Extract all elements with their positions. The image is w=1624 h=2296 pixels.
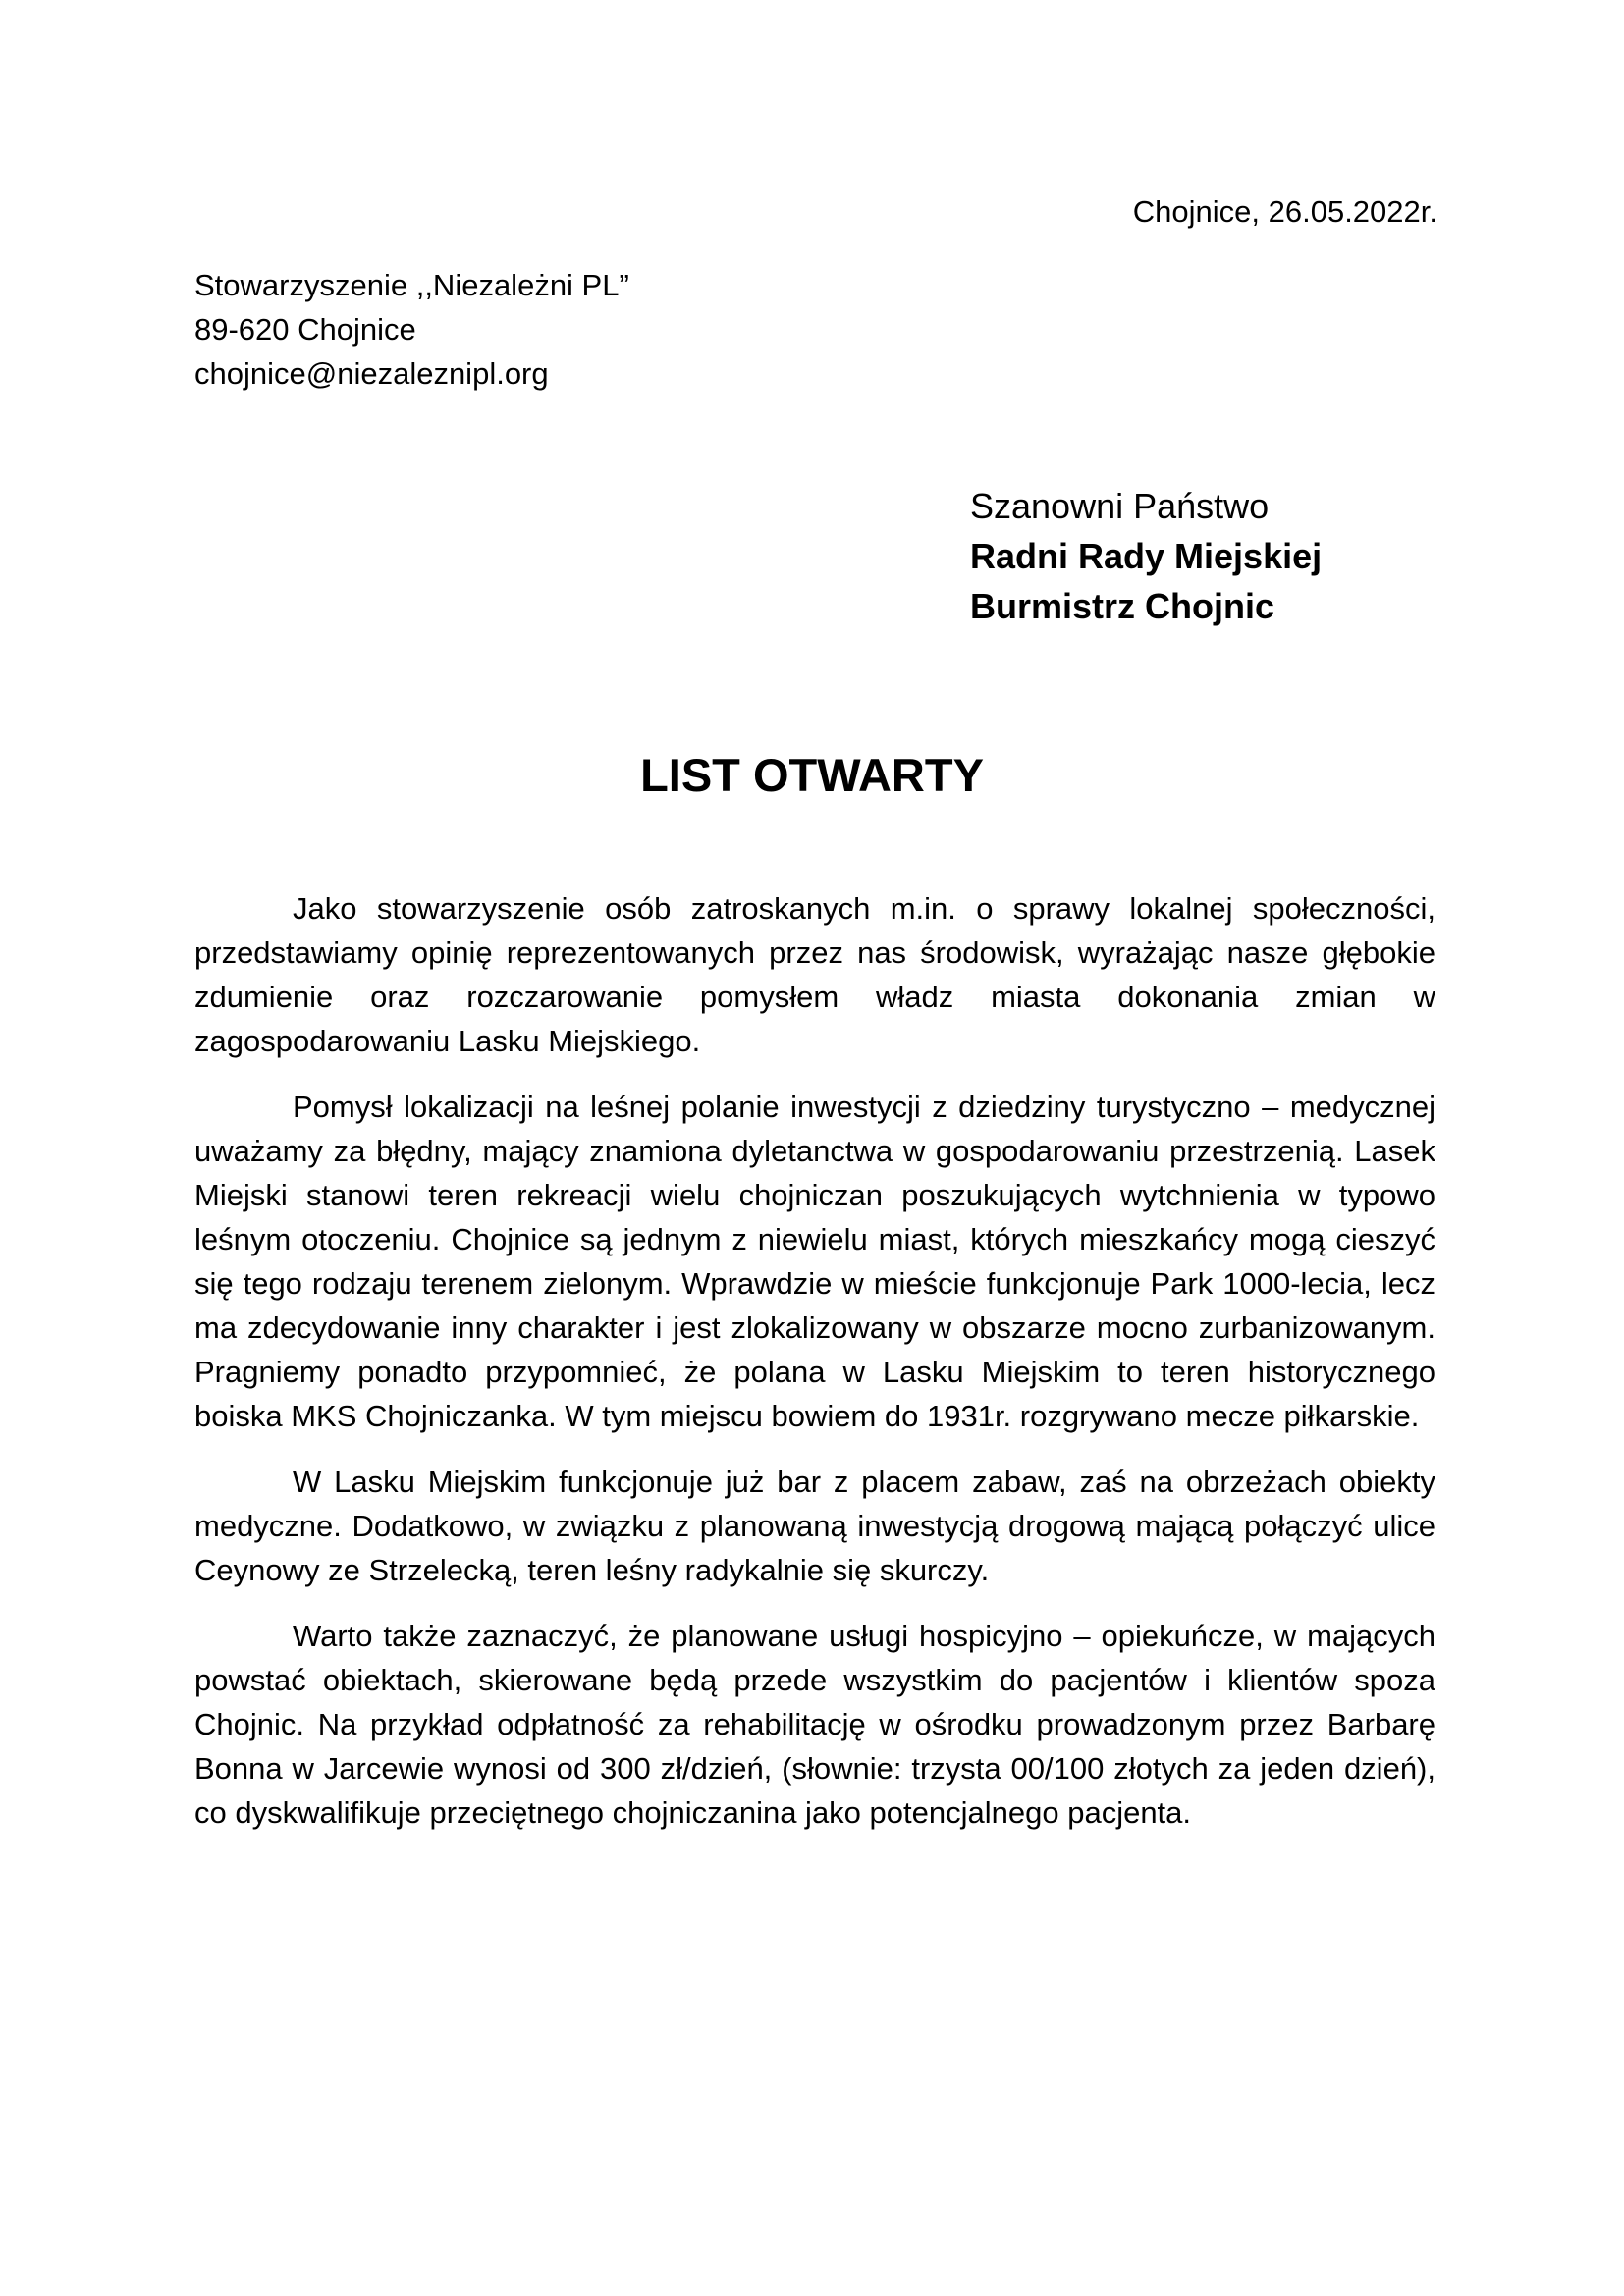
sender-block: [194, 263, 629, 396]
paragraph: Pomysł lokalizacji na leśnej polanie inwestycji z dziedziny turystyczno – medycznej uważamy za błędny, mający znamiona dyletanctwa w gospodarowaniu przestrzenią. Lasek Miejski stanowi teren rekreacji wielu chojniczan poszukujących wytchnienia w typowo leśnym otoczeniu. Chojnice są jednym z niewielu miast, których mieszkańcy mogą cieszyć się tego rodzaju terenem zielonym. Wprawdzie w mieście funkcjonuje Park 1000-lecia, lecz ma zdecydowanie inny charakter i jest zlokalizowany w obszarze mocno zurbanizowanym. Pragniemy ponadto przypomnieć, że polana w Lasku Miejskim to teren historycznego boiska MKS Chojniczanka. W tym miejscu bowiem do 1931r. rozgrywano mecze piłkarskie.: [194, 1090, 1435, 1433]
sender-name: Stowarzyszenie ,,Niezależni PL”: [194, 268, 629, 302]
recipient-salutation: Szanowni Państwo: [970, 486, 1270, 526]
paragraph: Jako stowarzyszenie osób zatroskanych m.in. o sprawy lokalnej społeczności, przedstawiamy opinię reprezentowanych przez nas środowisk, wyrażając nasze głębokie zdumienie oraz rozczarowanie pomysłem władz miasta dokonania zmian w zagospodarowaniu Lasku Miejskiego.: [194, 891, 1435, 1058]
recipient-block: [970, 481, 1322, 631]
place-date: Chojnice, 26.05.2022r.: [1132, 194, 1437, 229]
paragraph: Warto także zaznaczyć, że planowane usługi hospicyjno – opiekuńcze, w mających powstać obiektach, skierowane będą przede wszystkim do pacjentów i klientów spoza Chojnic. Na przykład odpłatność za rehabilitację w ośrodku prowadzonym przez Barbarę Bonna w Jarcewie wynosi od 300 zł/dzień, (słownie: trzysta 00/100 złotych za jeden dzień), co dyskwalifikuje przeciętnego chojniczanina jako potencjalnego pacjenta.: [194, 1619, 1435, 1830]
letter-title: LIST OTWARTY: [640, 749, 984, 801]
letter-body: [194, 886, 1435, 1856]
sender-address: 89-620 Chojnice: [194, 312, 416, 347]
sender-email: chojnice@niezaleznipl.org: [194, 356, 549, 391]
paragraph: W Lasku Miejskim funkcjonuje już bar z placem zabaw, zaś na obrzeżach obiekty medyczne. Dodatkowo, w związku z planowaną inwestycją drogową mającą połączyć ulice Ceynowy ze Strzelecką, teren leśny radykalnie się skurczy.: [194, 1465, 1435, 1587]
recipient-line-2: Burmistrz Chojnic: [970, 586, 1275, 626]
recipient-line-1: Radni Rady Miejskiej: [970, 536, 1323, 576]
